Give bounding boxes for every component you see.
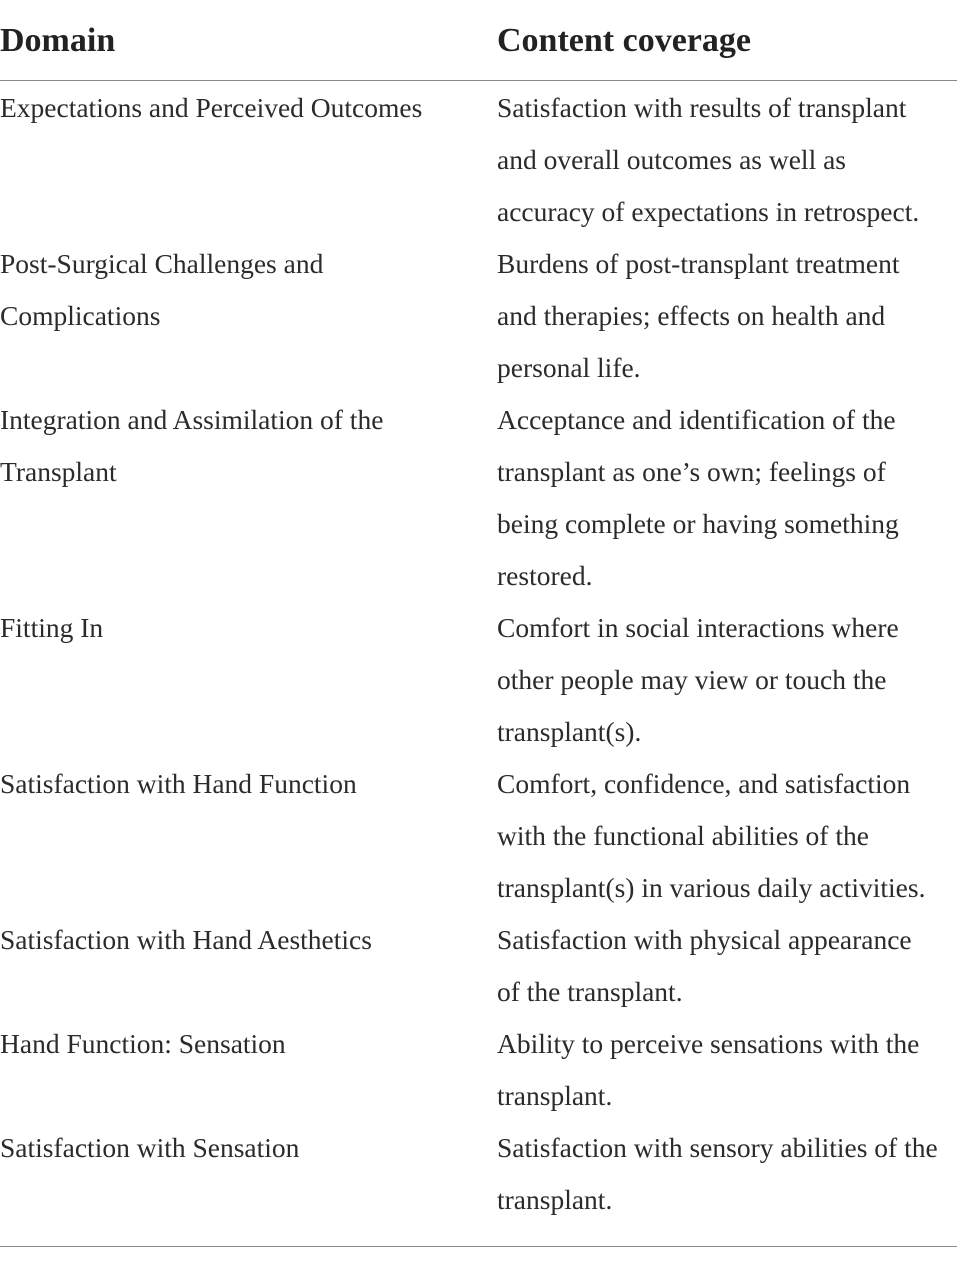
domain-text-line: Complications bbox=[0, 300, 161, 331]
content-text-line: and overall outcomes as well as bbox=[497, 144, 846, 175]
table-row bbox=[0, 82, 957, 238]
table-row bbox=[0, 1018, 957, 1122]
cell-domain bbox=[0, 1018, 497, 1122]
content-text-line: Ability to perceive sensations with the bbox=[497, 1028, 920, 1059]
table-row bbox=[0, 1122, 957, 1226]
table-row bbox=[0, 238, 957, 394]
table-header-row bbox=[0, 0, 957, 81]
content-text-line: transplant(s). bbox=[497, 716, 642, 747]
content-text-line: Satisfaction with results of transplant bbox=[497, 92, 907, 123]
table-bottom-rule bbox=[0, 1246, 957, 1247]
table-row bbox=[0, 602, 957, 758]
cell-content-coverage bbox=[497, 238, 957, 394]
cell-domain bbox=[0, 758, 497, 914]
domain-text-line: Satisfaction with Hand Aesthetics bbox=[0, 924, 372, 955]
domain-text-line: Expectations and Perceived Outcomes bbox=[0, 92, 423, 123]
content-text-line: personal life. bbox=[497, 352, 641, 383]
content-text-line: Satisfaction with sensory abilities of the bbox=[497, 1132, 938, 1163]
cell-content-coverage bbox=[497, 758, 957, 914]
content-text-line: Comfort, confidence, and satisfaction bbox=[497, 768, 911, 799]
content-text-line: transplant. bbox=[497, 1184, 613, 1215]
domain-text-line: Post-Surgical Challenges and bbox=[0, 248, 324, 279]
content-text-line: accuracy of expectations in retrospect. bbox=[497, 196, 920, 227]
content-text-line: other people may view or touch the bbox=[497, 664, 887, 695]
cell-content-coverage bbox=[497, 82, 957, 238]
cell-content-coverage bbox=[497, 394, 957, 602]
cell-domain bbox=[0, 82, 497, 238]
content-text-line: transplant as one’s own; feelings of bbox=[497, 456, 886, 487]
content-text-line: being complete or having something bbox=[497, 508, 899, 539]
content-text-line: Burdens of post-transplant treatment bbox=[497, 248, 900, 279]
cell-content-coverage bbox=[497, 602, 957, 758]
domain-text-line: Integration and Assimilation of the bbox=[0, 404, 384, 435]
cell-content-coverage bbox=[497, 1018, 957, 1122]
content-text-line: restored. bbox=[497, 560, 593, 591]
header-content-coverage: Content coverage bbox=[497, 22, 751, 59]
content-text-line: Acceptance and identification of the bbox=[497, 404, 896, 435]
cell-domain bbox=[0, 602, 497, 758]
content-text-line: Comfort in social interactions where bbox=[497, 612, 899, 643]
domain-text-line: Fitting In bbox=[0, 612, 104, 643]
content-text-line: Satisfaction with physical appearance bbox=[497, 924, 912, 955]
content-text-line: with the functional abilities of the bbox=[497, 820, 869, 851]
table-row bbox=[0, 914, 957, 1018]
cell-domain bbox=[0, 238, 497, 394]
domain-text-line: Satisfaction with Sensation bbox=[0, 1132, 300, 1163]
table-row bbox=[0, 394, 957, 602]
content-text-line: transplant(s) in various daily activities. bbox=[497, 872, 926, 903]
cell-content-coverage bbox=[497, 1122, 957, 1226]
domain-text-line: Satisfaction with Hand Function bbox=[0, 768, 357, 799]
table-body bbox=[0, 81, 957, 1226]
content-text-line: transplant. bbox=[497, 1080, 613, 1111]
cell-domain bbox=[0, 1122, 497, 1226]
cell-content-coverage bbox=[497, 914, 957, 1018]
cell-domain bbox=[0, 394, 497, 602]
table-row bbox=[0, 758, 957, 914]
domain-text-line: Hand Function: Sensation bbox=[0, 1028, 286, 1059]
content-text-line: of the transplant. bbox=[497, 976, 683, 1007]
cell-domain bbox=[0, 914, 497, 1018]
domain-text-line: Transplant bbox=[0, 456, 117, 487]
header-domain: Domain bbox=[0, 22, 116, 59]
content-text-line: and therapies; effects on health and bbox=[497, 300, 886, 331]
